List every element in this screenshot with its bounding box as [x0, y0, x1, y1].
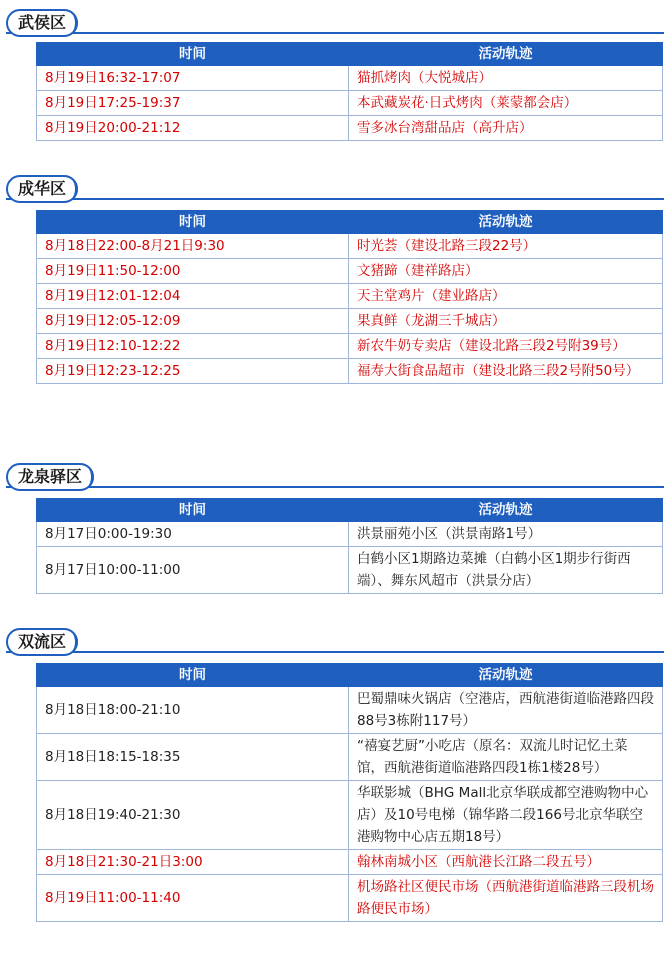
- district-section-chenghua: [0, 172, 668, 379]
- header-time: 时间: [37, 664, 349, 687]
- divider: [6, 32, 664, 34]
- table-row: [37, 284, 663, 309]
- district-label-bar: [0, 172, 668, 202]
- place-cell: 白鹤小区1期路边菜摊（白鹤小区1期步行街西端）、舞东风超市（洪景分店）: [349, 547, 663, 594]
- table-row: [37, 547, 663, 594]
- table-row: [37, 66, 663, 91]
- place-cell: 翰林南城小区（西航港长江路二段五号）: [349, 850, 663, 875]
- table-row: [37, 687, 663, 734]
- header-activity: 活动轨迹: [349, 499, 663, 522]
- table-header-row: [37, 499, 663, 522]
- itinerary-table: [36, 663, 663, 922]
- table-row: [37, 522, 663, 547]
- itinerary-table: [36, 42, 663, 141]
- table-row: [37, 850, 663, 875]
- place-cell: 福寿大街食品超市（建设北路三段2号附50号）: [349, 359, 663, 384]
- itinerary-table: [36, 210, 663, 384]
- place-cell: “禧宴艺厨”小吃店（原名：双流儿时记忆土菜馆，西航港街道临港路四段1栋1楼28号）: [349, 734, 663, 781]
- district-section-shuangliu: [0, 625, 668, 917]
- place-cell: 新农牛奶专卖店（建设北路三段2号附39号）: [349, 334, 663, 359]
- header-activity: 活动轨迹: [349, 664, 663, 687]
- district-name: 成华区: [6, 175, 78, 203]
- table-row: [37, 781, 663, 850]
- district-name: 龙泉驿区: [6, 463, 94, 491]
- district-name: 武侯区: [6, 9, 78, 37]
- place-cell: 果真鲜（龙湖三千城店）: [349, 309, 663, 334]
- time-cell: 8月18日19:40-21:30: [37, 781, 349, 850]
- table-row: [37, 359, 663, 384]
- time-cell: 8月19日11:00-11:40: [37, 875, 349, 922]
- time-cell: 8月18日21:30-21日3:00: [37, 850, 349, 875]
- district-label-bar: [0, 6, 668, 36]
- time-cell: 8月19日20:00-21:12: [37, 116, 349, 141]
- district-name: 双流区: [6, 628, 78, 656]
- table-row: [37, 309, 663, 334]
- time-cell: 8月19日12:05-12:09: [37, 309, 349, 334]
- place-cell: 文猪蹄（建祥路店）: [349, 259, 663, 284]
- time-cell: 8月18日18:15-18:35: [37, 734, 349, 781]
- district-label-bar: [0, 625, 668, 655]
- table-header-row: [37, 664, 663, 687]
- time-cell: 8月19日11:50-12:00: [37, 259, 349, 284]
- place-cell: 巴蜀鼎味火锅店（空港店，西航港街道临港路四段88号3栋附117号）: [349, 687, 663, 734]
- time-cell: 8月19日12:23-12:25: [37, 359, 349, 384]
- place-cell: 时光荟（建设北路三段22号）: [349, 234, 663, 259]
- place-cell: 猫抓烤肉（大悦城店）: [349, 66, 663, 91]
- itinerary-table: [36, 498, 663, 594]
- time-cell: 8月19日16:32-17:07: [37, 66, 349, 91]
- table-row: [37, 334, 663, 359]
- table-row: [37, 875, 663, 922]
- place-cell: 华联影城（BHG Mall北京华联成都空港购物中心店）及10号电梯（锦华路二段166号北京华联空港购物中心店五期18号）: [349, 781, 663, 850]
- district-section-longquanyi: [0, 460, 668, 589]
- table-row: [37, 734, 663, 781]
- table-header-row: [37, 43, 663, 66]
- table-header-row: [37, 211, 663, 234]
- time-cell: 8月18日22:00-8月21日9:30: [37, 234, 349, 259]
- table-row: [37, 91, 663, 116]
- header-activity: 活动轨迹: [349, 43, 663, 66]
- divider: [6, 486, 664, 488]
- time-cell: 8月17日10:00-11:00: [37, 547, 349, 594]
- place-cell: 天主堂鸡片（建业路店）: [349, 284, 663, 309]
- divider: [6, 651, 664, 653]
- time-cell: 8月19日12:10-12:22: [37, 334, 349, 359]
- district-section-wuhou: [0, 6, 668, 136]
- table-row: [37, 234, 663, 259]
- header-activity: 活动轨迹: [349, 211, 663, 234]
- district-label-bar: [0, 460, 668, 490]
- table-row: [37, 116, 663, 141]
- time-cell: 8月19日17:25-19:37: [37, 91, 349, 116]
- place-cell: 本武藏炭花·日式烤肉（莱蒙都会店）: [349, 91, 663, 116]
- place-cell: 机场路社区便民市场（西航港街道临港路三段机场路便民市场）: [349, 875, 663, 922]
- divider: [6, 198, 664, 200]
- place-cell: 洪景丽苑小区（洪景南路1号）: [349, 522, 663, 547]
- time-cell: 8月18日18:00-21:10: [37, 687, 349, 734]
- header-time: 时间: [37, 43, 349, 66]
- time-cell: 8月19日12:01-12:04: [37, 284, 349, 309]
- time-cell: 8月17日0:00-19:30: [37, 522, 349, 547]
- header-time: 时间: [37, 211, 349, 234]
- header-time: 时间: [37, 499, 349, 522]
- place-cell: 雪多冰台湾甜品店（高升店）: [349, 116, 663, 141]
- table-row: [37, 259, 663, 284]
